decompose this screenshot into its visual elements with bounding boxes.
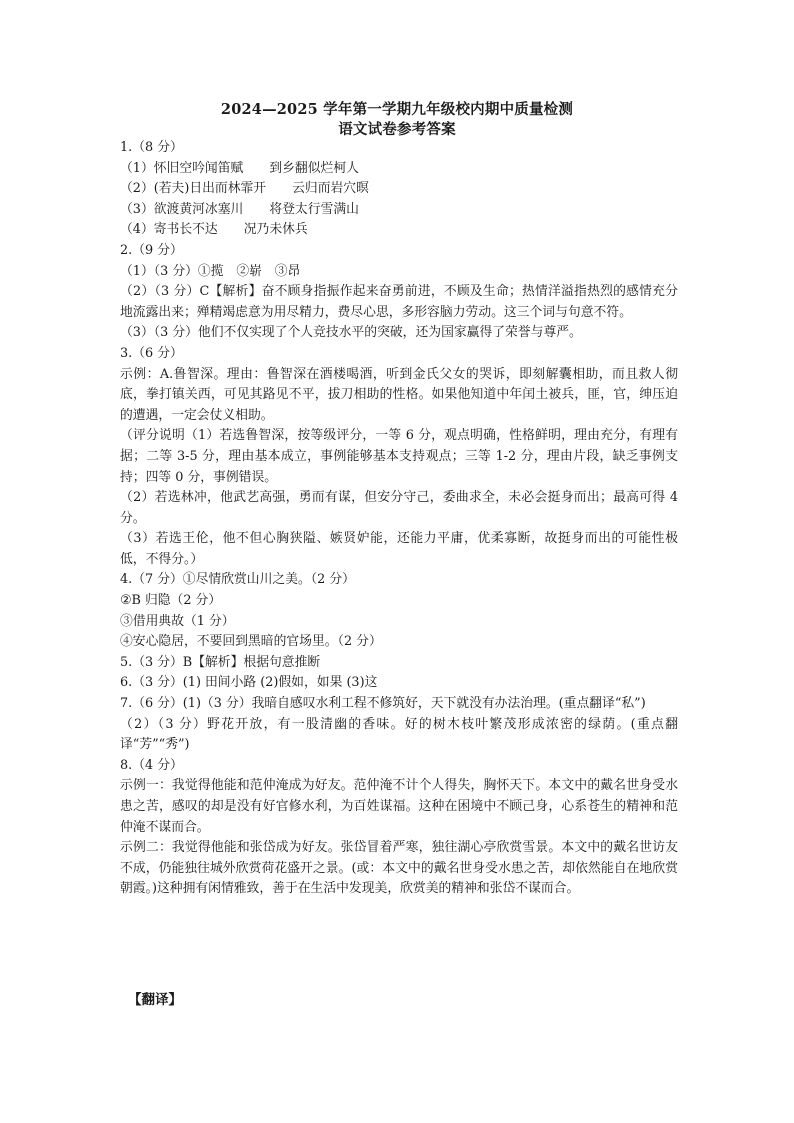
q1-line-3-b: 将登太行雪满山 [269,201,359,217]
q4-part-2: ②B 归隐（2 分） [120,593,222,609]
document-title: 2024—2025 学年第一学期九年级校内期中质量检测 [220,101,574,118]
q1-line-1 [120,159,678,180]
q1-line-4 [120,220,678,241]
q3-heading: 3.（6 分） [120,345,183,361]
q6-answer: 6.（3 分）(1) 田间小路 (2)假如，如果 (3)这 [120,675,378,691]
answer-body [120,138,678,900]
q1-heading: 1.（8 分） [120,140,183,155]
q8-heading: 8.（4 分） [120,757,183,773]
q4-part-4: ④安心隐居，不要回到黑暗的官场里。（2 分） [120,634,382,650]
translation-heading: 【翻译】 [128,992,182,1008]
q3-example: 示例：A.鲁智深。理由：鲁智深在酒楼喝酒，听到金氏父女的哭诉，即刻解囊相助，而且救人彻底，拳打镇关西，可见其路见不平，拔刀相助的性格。如果他知道中年闰土被兵，匪，官，绅压迫的遭遇，一定会仗义相助。 [120,366,678,423]
q2-part-2: （2）（3 分）C【解析】奋不顾身指振作起来奋勇前进，不顾及生命；热情洋溢指热烈的感情充分地流露出来；殚精竭虑意为用尽精力，费尽心思，多形容脑力劳动。这三个词与句意不符。 [120,284,678,320]
q8-example-1: 示例一：我觉得他能和范仲淹成为好友。范仲淹不计个人得失，胸怀天下。本文中的戴名世身受水患之苦，感叹的却是没有好官修水利，为百姓谋福。这种在困境中不顾己身，心系苍生的精神和范仲淹不谋而合。 [120,778,678,835]
q1-line-2 [120,179,678,200]
q1-line-3-a: （3）欲渡黄河冰塞川 [120,201,244,217]
q1-line-4-a: （4）寄书长不达 [120,222,218,238]
q1-line-1-b: 到乡翻似烂柯人 [269,160,359,176]
q7-part-2: （2）（3 分）野花开放，有一股清幽的香味。好的树木枝叶繁茂形成浓密的绿荫。(重点翻译“芳”“秀”) [120,716,678,753]
q1-line-1-a: （1）怀旧空吟闻笛赋 [120,160,244,176]
q1-line-4-b: 况乃未休兵 [243,222,308,238]
q2-part-3: （3）（3 分）他们不仅实现了个人竞技水平的突破，还为国家赢得了荣誉与尊严。 [120,325,582,341]
q1-line-3 [120,200,678,221]
q3-scoring-3: （3）若选王伦，他不但心胸狭隘、嫉贤妒能，还能力平庸，优柔寡断，故挺身而出的可能性极低，不得分。） [120,531,678,567]
q2-part-1: （1）（3 分）①揽 ②崭 ③昂 [120,263,301,279]
q1-line-2-b: 云归而岩穴暝 [292,181,369,197]
q1-line-2-a: （2）(若夫)日出而林霏开 [120,181,267,197]
q2-heading: 2.（9 分） [120,242,183,258]
q4-part-1: 4.（7 分）①尽情欣赏山川之美。（2 分） [120,572,355,588]
q3-scoring-2: （2）若选林冲，他武艺高强，勇而有谋，但安分守己，委曲求全，未必会挺身而出；最高可得 4 分。 [120,490,678,526]
document-subtitle: 语文试卷参考答案 [338,121,456,138]
q4-part-3: ③借用典故（1 分） [120,613,235,629]
q8-example-2: 示例二：我觉得他能和张岱成为好友。张岱冒着严寒，独往湖心亭欣赏雪景。本文中的戴名世访友不成，仍能独往城外欣赏荷花盛开之景。(或：本文中的戴名世身受水患之苦，却依然能自在地欣赏朝霞。)这种拥有闲情雅致，善于在生活中发现美，欣赏美的精神和张岱不谋而合。 [120,840,678,897]
q3-scoring-1: （评分说明（1）若选鲁智深，按等级评分，一等 6 分，观点明确，性格鲜明，理由充分，有理有据；二等 3-5 分，理由基本成立，事例能够基本支持观点；三等 1-2 分，理由片段，缺乏事例支持；四等 0 分，事例错误。 [120,428,678,485]
q7-part-1: 7.（6 分）(1)（3 分）我暗自感叹水利工程不修筑好，天下就没有办法治理。(重点翻译“私”) [120,696,646,712]
q5-answer: 5.（3 分）B【解析】根据句意推断 [120,654,321,670]
